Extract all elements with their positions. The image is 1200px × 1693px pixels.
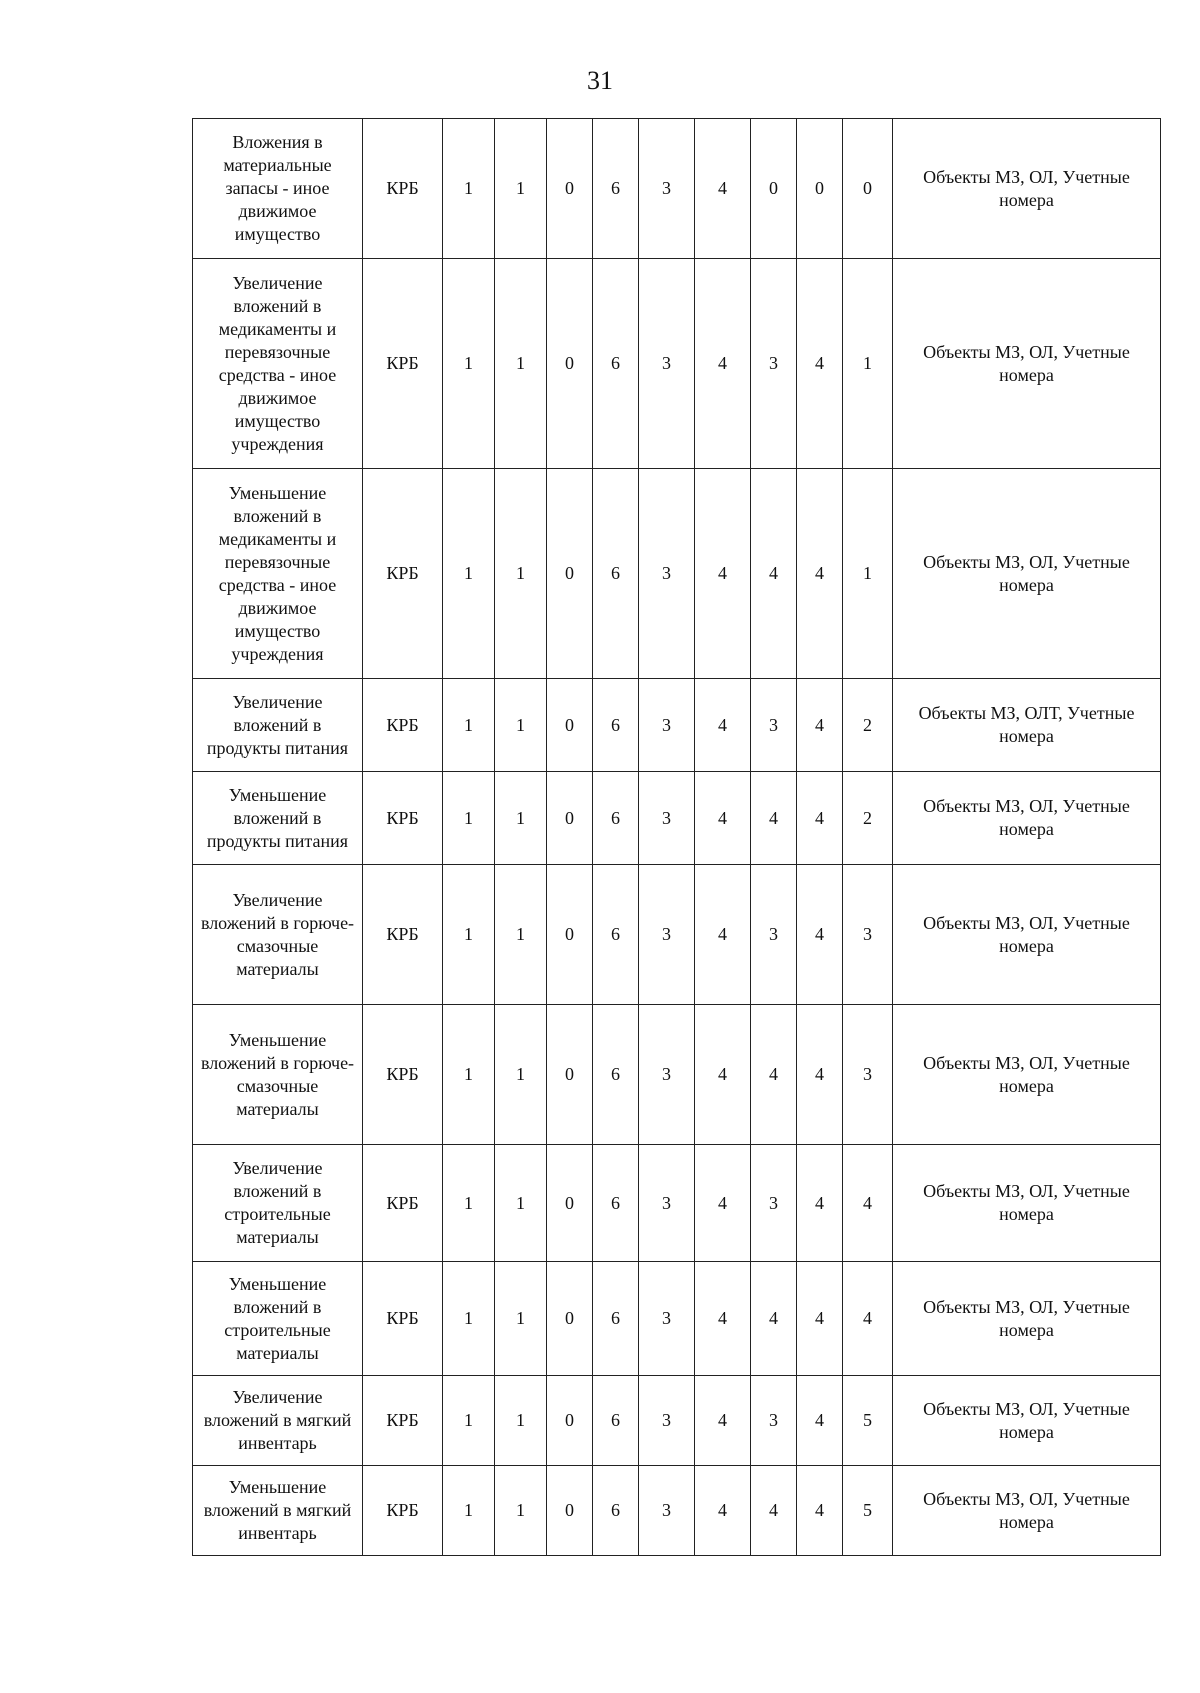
row-code-digit: 3 [751, 865, 797, 1005]
table-row [193, 259, 1161, 469]
row-code-digit: 2 [843, 772, 893, 865]
row-code-digit: 3 [843, 865, 893, 1005]
row-code-digit: 4 [751, 772, 797, 865]
row-code-digit: 1 [443, 1145, 495, 1262]
row-kfo: КРБ [363, 679, 443, 772]
row-code-digit: 3 [639, 259, 695, 469]
row-code-digit: 0 [547, 679, 593, 772]
row-description: Вложения в материальные запасы - иное движимое имущество [193, 119, 363, 259]
table-row [193, 469, 1161, 679]
row-code-digit: 0 [547, 1376, 593, 1466]
row-code-digit: 1 [843, 469, 893, 679]
row-code-digit: 6 [593, 259, 639, 469]
row-code-digit: 4 [797, 1466, 843, 1556]
table-row [193, 772, 1161, 865]
table-body [193, 119, 1161, 1556]
table-row [193, 1005, 1161, 1145]
row-code-digit: 1 [443, 865, 495, 1005]
row-code-digit: 1 [443, 119, 495, 259]
row-code-digit: 3 [639, 1005, 695, 1145]
row-code-digit: 4 [751, 1466, 797, 1556]
row-code-digit: 3 [751, 259, 797, 469]
row-code-digit: 4 [797, 1145, 843, 1262]
row-code-digit: 4 [797, 469, 843, 679]
row-code-digit: 0 [797, 119, 843, 259]
row-code-digit: 4 [751, 1005, 797, 1145]
row-description: Увеличение вложений в медикаменты и перевязочные средства - иное движимое имущество учреждения [193, 259, 363, 469]
row-code-digit: 1 [495, 1145, 547, 1262]
row-code-digit: 0 [547, 259, 593, 469]
row-code-digit: 6 [593, 119, 639, 259]
row-code-digit: 6 [593, 679, 639, 772]
row-code-digit: 0 [547, 119, 593, 259]
row-code-digit: 6 [593, 1262, 639, 1376]
row-code-digit: 4 [695, 679, 751, 772]
row-code-digit: 4 [843, 1262, 893, 1376]
row-description: Увеличение вложений в горюче-смазочные материалы [193, 865, 363, 1005]
row-code-digit: 3 [639, 772, 695, 865]
row-code-digit: 0 [547, 1466, 593, 1556]
row-code-digit: 3 [639, 679, 695, 772]
row-code-digit: 2 [843, 679, 893, 772]
row-code-digit: 4 [797, 865, 843, 1005]
row-code-digit: 1 [443, 1466, 495, 1556]
row-code-digit: 1 [443, 1005, 495, 1145]
row-kfo: КРБ [363, 1466, 443, 1556]
row-code-digit: 1 [443, 772, 495, 865]
row-analytics-note: Объекты МЗ, ОЛ, Учетные номера [893, 865, 1161, 1005]
row-code-digit: 5 [843, 1376, 893, 1466]
row-description: Увеличение вложений в мягкий инвентарь [193, 1376, 363, 1466]
row-description: Уменьшение вложений в мягкий инвентарь [193, 1466, 363, 1556]
row-description: Уменьшение вложений в медикаменты и перевязочные средства - иное движимое имущество учреждения [193, 469, 363, 679]
row-code-digit: 0 [547, 1145, 593, 1262]
row-code-digit: 4 [695, 1376, 751, 1466]
row-description: Увеличение вложений в строительные материалы [193, 1145, 363, 1262]
row-code-digit: 3 [639, 1262, 695, 1376]
row-code-digit: 4 [797, 1005, 843, 1145]
row-kfo: КРБ [363, 119, 443, 259]
row-code-digit: 4 [751, 469, 797, 679]
row-code-digit: 4 [797, 772, 843, 865]
row-code-digit: 1 [443, 679, 495, 772]
row-code-digit: 0 [547, 1005, 593, 1145]
row-code-digit: 1 [495, 1466, 547, 1556]
row-code-digit: 6 [593, 1376, 639, 1466]
row-code-digit: 0 [547, 772, 593, 865]
table-row [193, 1376, 1161, 1466]
row-code-digit: 4 [695, 772, 751, 865]
row-code-digit: 4 [751, 1262, 797, 1376]
row-code-digit: 1 [495, 469, 547, 679]
row-code-digit: 4 [695, 1466, 751, 1556]
row-description: Уменьшение вложений в продукты питания [193, 772, 363, 865]
row-code-digit: 4 [695, 1145, 751, 1262]
accounts-table [192, 118, 1161, 1556]
row-code-digit: 1 [495, 1005, 547, 1145]
row-code-digit: 3 [843, 1005, 893, 1145]
row-code-digit: 1 [443, 1376, 495, 1466]
row-code-digit: 6 [593, 1005, 639, 1145]
row-code-digit: 1 [443, 259, 495, 469]
table-row [193, 1145, 1161, 1262]
row-kfo: КРБ [363, 772, 443, 865]
row-code-digit: 0 [843, 119, 893, 259]
row-description: Уменьшение вложений в горюче-смазочные материалы [193, 1005, 363, 1145]
row-code-digit: 1 [443, 1262, 495, 1376]
row-code-digit: 6 [593, 469, 639, 679]
row-code-digit: 4 [695, 259, 751, 469]
row-code-digit: 6 [593, 865, 639, 1005]
row-code-digit: 1 [495, 1262, 547, 1376]
row-kfo: КРБ [363, 469, 443, 679]
row-code-digit: 3 [639, 119, 695, 259]
row-code-digit: 4 [843, 1145, 893, 1262]
row-code-digit: 0 [547, 469, 593, 679]
row-code-digit: 1 [495, 865, 547, 1005]
row-code-digit: 6 [593, 772, 639, 865]
row-code-digit: 1 [443, 469, 495, 679]
row-kfo: КРБ [363, 865, 443, 1005]
table-row [193, 1466, 1161, 1556]
row-code-digit: 4 [695, 469, 751, 679]
row-code-digit: 1 [495, 1376, 547, 1466]
row-analytics-note: Объекты МЗ, ОЛ, Учетные номера [893, 1376, 1161, 1466]
row-kfo: КРБ [363, 1376, 443, 1466]
row-code-digit: 6 [593, 1466, 639, 1556]
row-code-digit: 0 [751, 119, 797, 259]
row-code-digit: 4 [695, 865, 751, 1005]
row-code-digit: 4 [695, 1262, 751, 1376]
accounts-table-wrapper [192, 118, 1160, 1556]
table-row [193, 679, 1161, 772]
row-code-digit: 3 [639, 469, 695, 679]
page-number: 31 [587, 66, 613, 95]
row-kfo: КРБ [363, 1005, 443, 1145]
row-code-digit: 4 [797, 679, 843, 772]
row-analytics-note: Объекты МЗ, ОЛ, Учетные номера [893, 772, 1161, 865]
table-row [193, 1262, 1161, 1376]
row-analytics-note: Объекты МЗ, ОЛ, Учетные номера [893, 119, 1161, 259]
row-analytics-note: Объекты МЗ, ОЛ, Учетные номера [893, 1466, 1161, 1556]
row-analytics-note: Объекты МЗ, ОЛ, Учетные номера [893, 1262, 1161, 1376]
row-code-digit: 3 [639, 1376, 695, 1466]
row-analytics-note: Объекты МЗ, ОЛ, Учетные номера [893, 1145, 1161, 1262]
row-analytics-note: Объекты МЗ, ОЛ, Учетные номера [893, 259, 1161, 469]
row-code-digit: 4 [695, 119, 751, 259]
row-code-digit: 4 [797, 259, 843, 469]
table-row [193, 119, 1161, 259]
row-code-digit: 3 [751, 1145, 797, 1262]
row-code-digit: 1 [495, 679, 547, 772]
row-code-digit: 5 [843, 1466, 893, 1556]
row-code-digit: 3 [639, 1466, 695, 1556]
row-analytics-note: Объекты МЗ, ОЛ, Учетные номера [893, 1005, 1161, 1145]
row-code-digit: 1 [495, 119, 547, 259]
row-code-digit: 0 [547, 865, 593, 1005]
row-description: Увеличение вложений в продукты питания [193, 679, 363, 772]
row-analytics-note: Объекты МЗ, ОЛТ, Учетные номера [893, 679, 1161, 772]
row-analytics-note: Объекты МЗ, ОЛ, Учетные номера [893, 469, 1161, 679]
row-code-digit: 3 [751, 1376, 797, 1466]
row-kfo: КРБ [363, 1262, 443, 1376]
row-code-digit: 4 [695, 1005, 751, 1145]
row-kfo: КРБ [363, 1145, 443, 1262]
row-code-digit: 1 [843, 259, 893, 469]
row-code-digit: 4 [797, 1376, 843, 1466]
row-description: Уменьшение вложений в строительные материалы [193, 1262, 363, 1376]
row-code-digit: 1 [495, 772, 547, 865]
row-code-digit: 4 [797, 1262, 843, 1376]
row-code-digit: 3 [639, 865, 695, 1005]
row-code-digit: 0 [547, 1262, 593, 1376]
row-code-digit: 1 [495, 259, 547, 469]
table-row [193, 865, 1161, 1005]
row-kfo: КРБ [363, 259, 443, 469]
row-code-digit: 6 [593, 1145, 639, 1262]
row-code-digit: 3 [751, 679, 797, 772]
row-code-digit: 3 [639, 1145, 695, 1262]
